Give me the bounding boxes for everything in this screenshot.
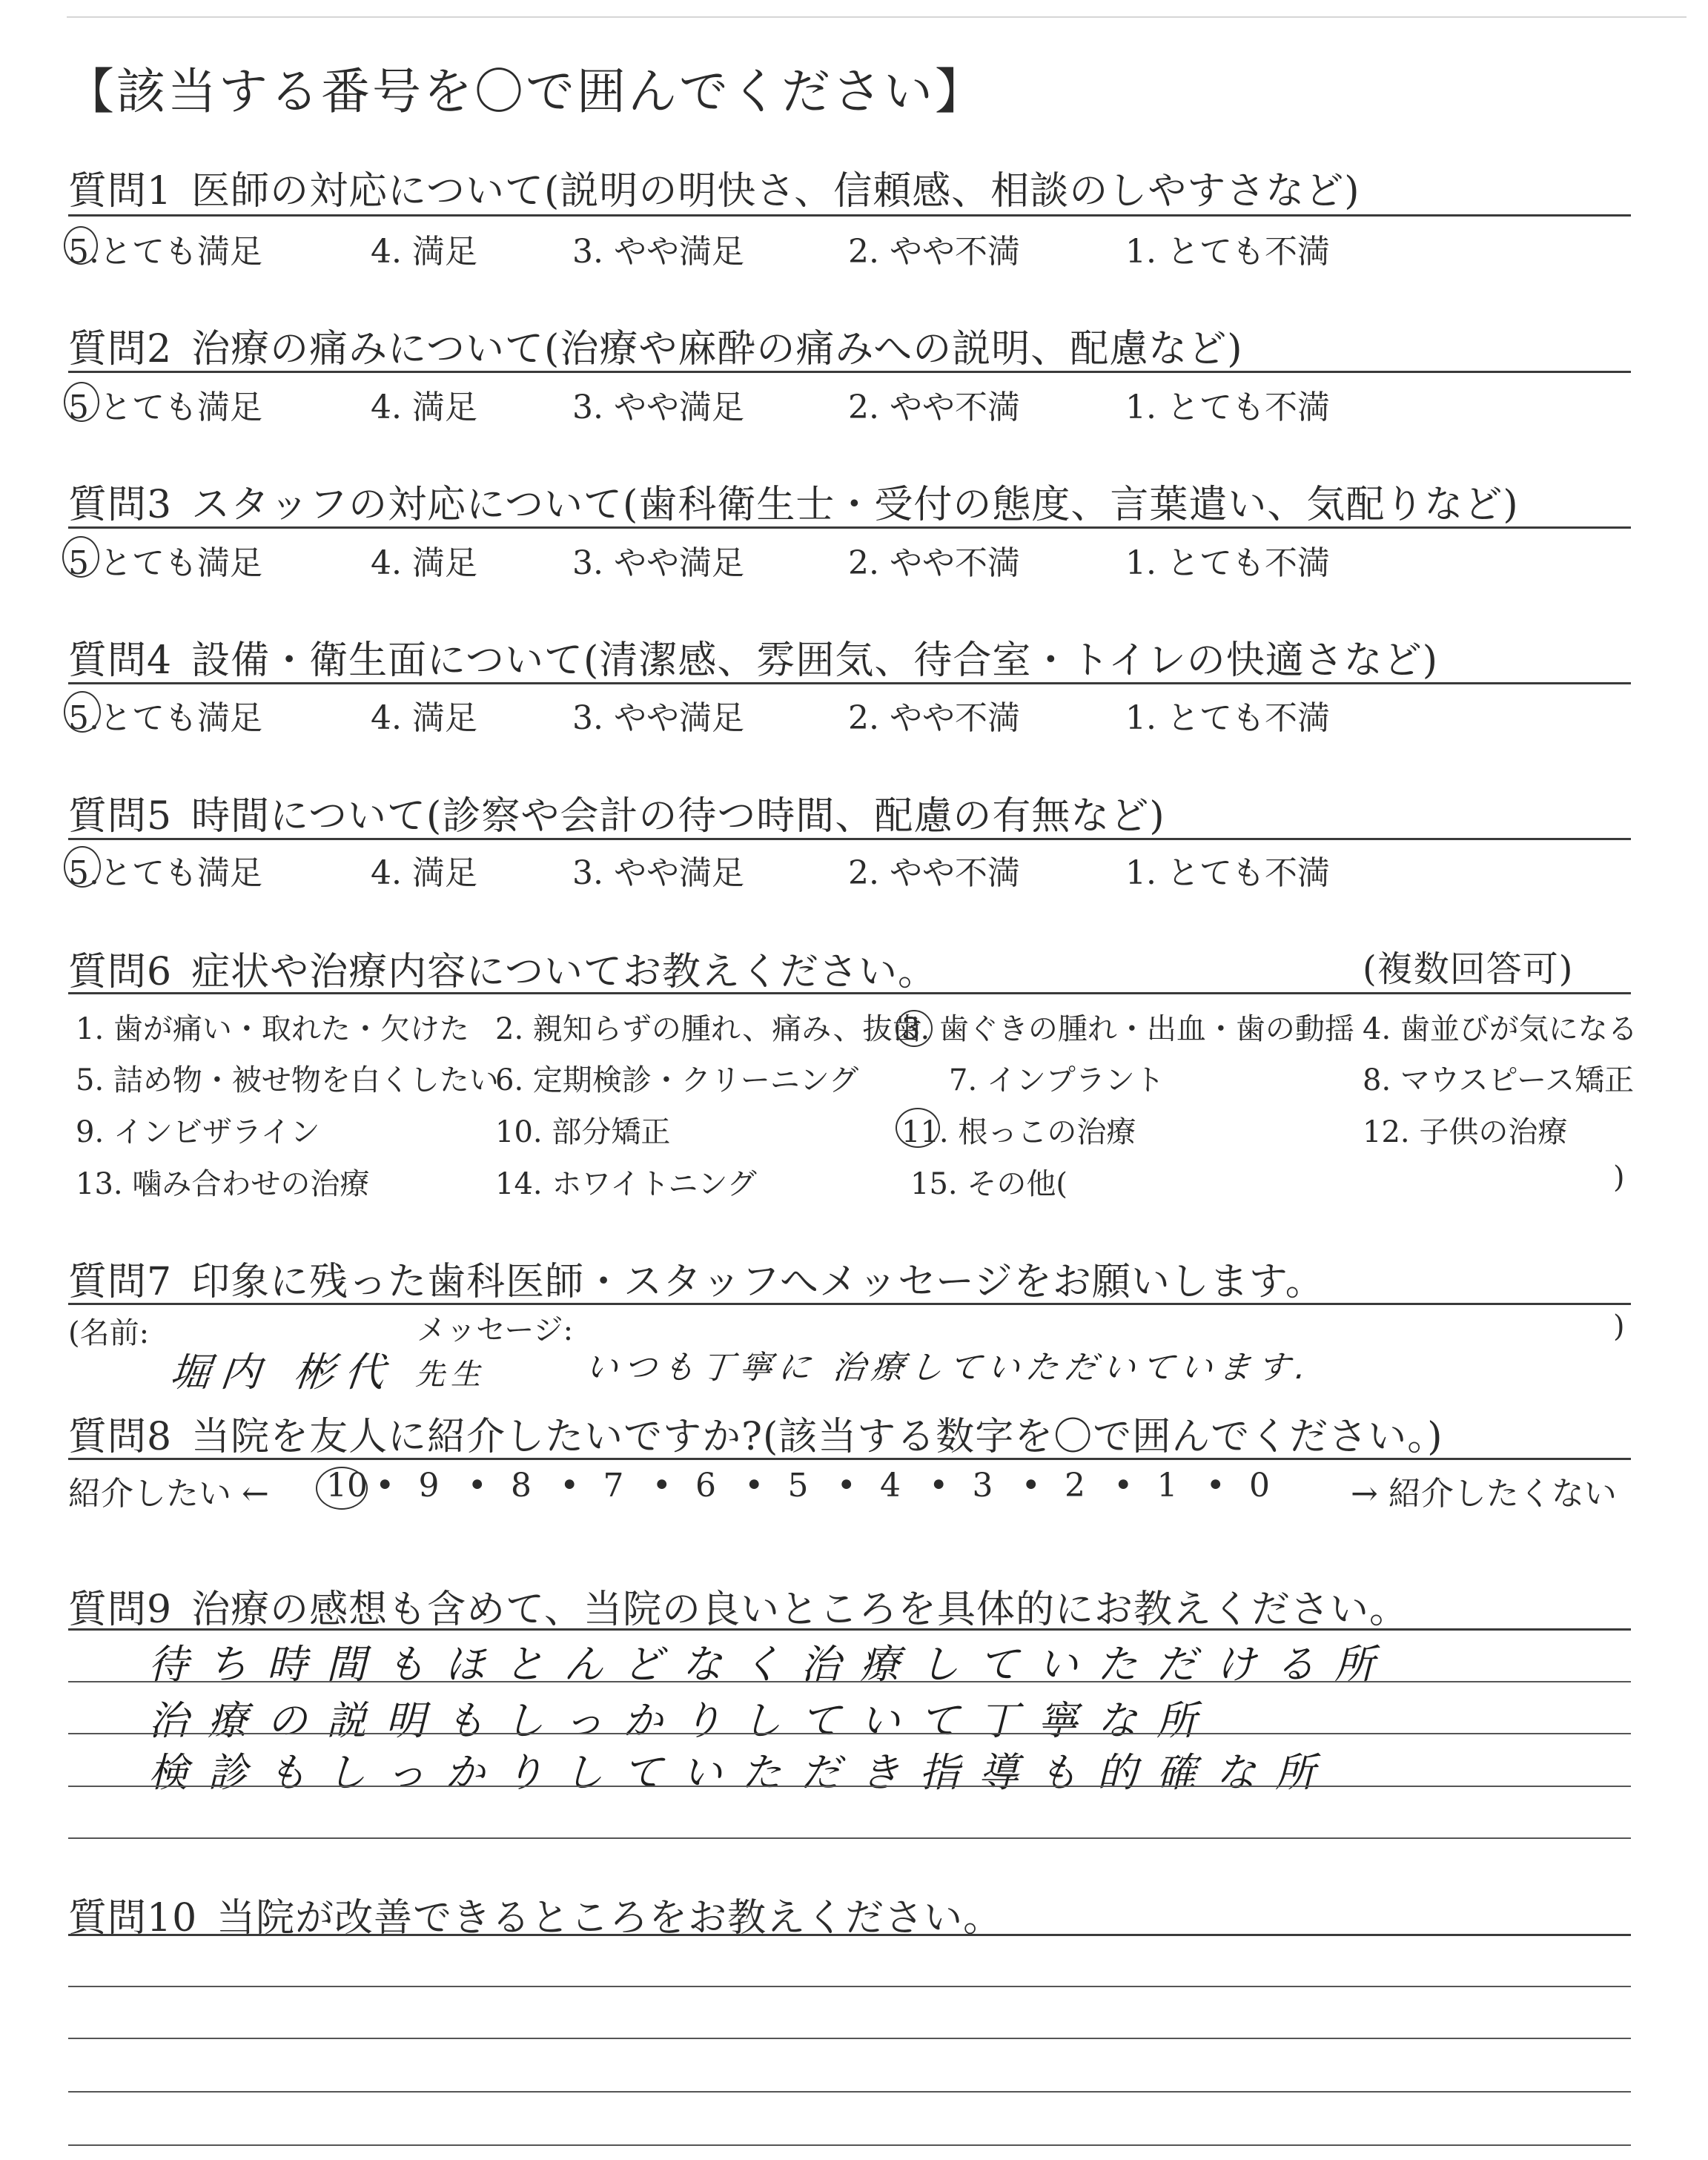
q4-option-4[interactable]: 4. 満足 [371,699,477,737]
q1-option-5[interactable]: 5.とても満足 [68,233,262,271]
name-label: (名前: [68,1316,150,1350]
q6-item-4[interactable]: 4. 歯並びが気になる [1363,1012,1638,1046]
q3-option-2[interactable]: 2. やや不満 [848,544,1020,582]
scale-value-4[interactable]: 4 [880,1467,901,1505]
scale-value-5[interactable]: 5 [787,1467,809,1505]
q4-option-2[interactable]: 2. やや不満 [848,699,1020,737]
form-header: 【該当する番号を〇で囲んでください】 [65,63,986,120]
divider [68,992,1631,994]
message-label: メッセージ: [417,1313,574,1347]
q5-option-5[interactable]: 5.とても満足 [68,854,262,892]
answer-line [68,1733,1631,1734]
q9-answer-line-3: 検診もしっかりしていただき指導も的確な所 [148,1749,1334,1796]
selection-circle [64,382,99,422]
scale-dot: • [652,1467,672,1505]
scale-value-9[interactable]: 9 [418,1467,440,1505]
question-number: 質問3 [68,483,173,527]
selection-circle [896,1010,933,1047]
q2-option-1[interactable]: 1. とても不満 [1125,389,1330,426]
q5-option-4[interactable]: 4. 満足 [371,854,477,892]
selection-circle [64,846,101,888]
selection-circle [64,226,98,265]
divider [68,371,1631,373]
answer-line [68,1786,1631,1787]
question-number: 質問8 [68,1415,173,1459]
q5-option-3[interactable]: 3. やや満足 [572,854,744,892]
divider [68,838,1631,840]
scale-value-2[interactable]: 2 [1065,1467,1085,1505]
scale-value-0[interactable]: 0 [1249,1467,1270,1505]
q3-option-5[interactable]: 5 とても満足 [68,544,262,582]
q1-option-3[interactable]: 3. やや満足 [572,233,744,271]
selection-circle [64,691,101,733]
q4-option-3[interactable]: 3. やや満足 [572,699,744,737]
q1-option-1[interactable]: 1. とても不満 [1125,233,1330,271]
selection-circle [896,1108,940,1148]
question-text: 設備・衛生面について(清潔感、雰囲気、待合室・トイレの快適さなど) [191,638,1439,683]
question-7 [68,1250,1325,1306]
answer-line [68,2091,1631,2093]
scale-value-6[interactable]: 6 [695,1467,716,1505]
q6-item-1[interactable]: 1. 歯が痛い・取れた・欠けた [76,1012,469,1046]
question-text: スタッフの対応について(歯科衛生士・受付の態度、言葉遣い、気配りなど) [191,483,1519,527]
divider [68,526,1631,529]
answer-line [68,1681,1631,1682]
question-6 [68,940,937,996]
scale-dot: • [929,1467,949,1505]
scale-dot: • [1113,1467,1133,1505]
question-1 [68,159,1360,215]
q6-item-5[interactable]: 5. 詰め物・被せ物を白くしたい [76,1063,499,1097]
scale-value-3[interactable]: 3 [972,1467,993,1505]
question-3 [68,473,1519,529]
recommend-right-label: → 紹介したくない [1351,1475,1617,1513]
question-text: 治療の痛みについて(治療や麻酔の痛みへの説明、配慮など) [191,327,1243,371]
question-number: 質問2 [68,327,173,371]
q3-option-4[interactable]: 4. 満足 [371,544,477,582]
q5-option-2[interactable]: 2. やや不満 [848,854,1020,892]
top-border [67,16,1687,18]
scale-dot: • [1021,1467,1041,1505]
q4-option-5[interactable]: 5.とても満足 [68,699,262,737]
recommend-left-label: 紹介したい ← [68,1475,269,1513]
q1-option-4[interactable]: 4. 満足 [371,233,477,271]
question-text: 当院が改善できるところをお教えください。 [216,1896,1003,1941]
divider [68,214,1631,217]
question-number: 質問7 [68,1260,173,1304]
q9-answer-line-1: 待ち時間もほとんどなく治療していただける所 [148,1641,1394,1688]
close-paren: ) [1613,1309,1625,1344]
handwritten-message: いつも丁寧に 治療していただいています. [583,1349,1314,1387]
question-number: 質問1 [68,169,173,214]
question-number: 質問5 [68,794,173,839]
q6-item-9[interactable]: 9. インビザライン [76,1115,320,1149]
q6-item-14[interactable]: 14. ホワイトニング [495,1167,757,1201]
scale-value-10[interactable]: 10 [326,1467,368,1505]
q2-option-2[interactable]: 2. やや不満 [848,389,1020,426]
handwritten-name: 堀内 彬代 [168,1349,398,1396]
divider [68,1934,1631,1936]
scale-dot: • [836,1467,856,1505]
q6-other-close: ) [1613,1160,1625,1195]
q6-item-13[interactable]: 13. 噛み合わせの治療 [76,1167,370,1201]
q3-option-3[interactable]: 3. やや満足 [572,544,744,582]
question-text: 治療の感想も含めて、当院の良いところを具体的にお教えください。 [191,1588,1409,1632]
question-text: 当院を友人に紹介したいですか?(該当する数字を〇で囲んでください。) [191,1415,1443,1459]
scale-value-7[interactable]: 7 [603,1467,624,1505]
question-number: 質問6 [68,950,173,994]
handwritten-title: 先生 [415,1358,486,1392]
answer-line [68,1986,1631,1987]
q1-option-2[interactable]: 2. やや不満 [848,233,1020,271]
divider [68,1628,1631,1631]
multiple-answers-note: (複数回答可) [1363,948,1574,990]
question-number: 質問10 [68,1896,198,1941]
question-text: 医師の対応について(説明の明快さ、信頼感、相談のしやすさなど) [191,169,1360,214]
q6-item-15[interactable]: 15. その他( [910,1167,1068,1201]
scale-value-8[interactable]: 8 [511,1467,532,1505]
answer-line [68,2038,1631,2039]
question-4 [68,629,1438,684]
scale-dot: • [375,1467,395,1505]
question-number: 質問9 [68,1588,173,1632]
q6-item-7[interactable]: 7. インプラント [949,1063,1165,1097]
q3-option-1[interactable]: 1. とても不満 [1125,544,1330,582]
divider [68,1458,1631,1460]
q2-option-3[interactable]: 3. やや満足 [572,389,744,426]
question-2 [68,317,1243,373]
scale-dot: • [1205,1467,1225,1505]
divider [68,682,1631,684]
question-8 [68,1405,1443,1461]
question-5 [68,785,1165,840]
scale-dot: • [744,1467,764,1505]
q6-item-8[interactable]: 8. マウスピース矯正 [1363,1063,1635,1097]
selection-circle [316,1467,368,1510]
question-text: 時間について(診察や会計の待つ時間、配慮の有無など) [191,794,1165,839]
answer-line [68,1837,1631,1839]
q6-item-11[interactable]: 11. 根っこの治療 [901,1115,1136,1149]
q2-option-4[interactable]: 4. 満足 [371,389,477,426]
q5-option-1[interactable]: 1. とても不満 [1125,854,1330,892]
q4-option-1[interactable]: 1. とても不満 [1125,699,1330,737]
scale-dot: • [467,1467,487,1505]
selection-circle [62,536,99,578]
q6-item-6[interactable]: 6. 定期検診・クリーニング [495,1063,859,1097]
q2-option-5[interactable]: 5 とても満足 [68,389,262,426]
question-number: 質問4 [68,638,173,683]
question-text: 印象に残った歯科医師・スタッフへメッセージをお願いします。 [191,1260,1325,1304]
question-9 [68,1578,1409,1634]
divider [68,1303,1631,1305]
q6-item-10[interactable]: 10. 部分矯正 [495,1115,671,1149]
scale-dot: • [560,1467,580,1505]
q6-item-2[interactable]: 2. 親知らずの腫れ、痛み、抜歯 [495,1012,922,1046]
q6-item-3[interactable]: 3. 歯ぐきの腫れ・出血・歯の動揺 [901,1012,1354,1046]
answer-line [68,2144,1631,2146]
q9-answer-line-2: 治療の説明もしっかりしていて丁寧な所 [148,1697,1216,1744]
q6-item-12[interactable]: 12. 子供の治療 [1363,1115,1568,1149]
question-text: 症状や治療内容についてお教えください。 [191,950,938,994]
scale-value-1[interactable]: 1 [1156,1467,1178,1505]
